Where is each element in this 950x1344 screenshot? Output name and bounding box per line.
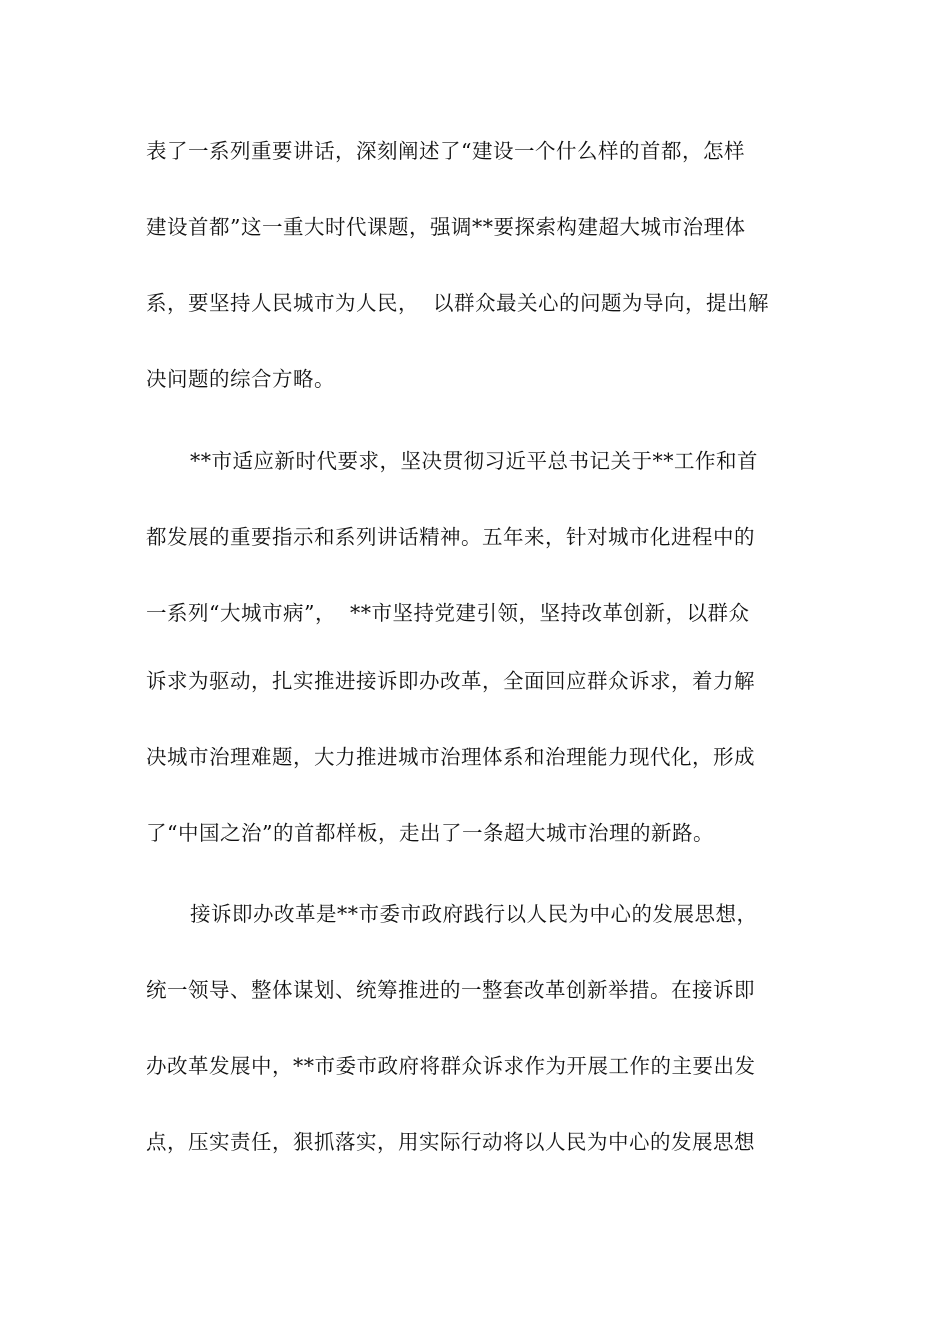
text-line: 一系列“大城市病”， **市坚持党建引领，坚持改革创新，以群众 — [146, 601, 750, 625]
text-line: 统一领导、整体谋划、统筹推进的一整套改革创新举措。在接诉即 — [146, 978, 755, 1002]
paragraph-first-line: **市适应新时代要求，坚决贯彻习近平总书记关于**工作和首 — [190, 449, 758, 473]
text-line: 系，要坚持人民城市为人民， 以群众最关心的问题为导向，提出解 — [146, 291, 770, 315]
text-line: 决城市治理难题，大力推进城市治理体系和治理能力现代化，形成 — [146, 745, 755, 769]
text-line: 了“中国之治”的首都样板，走出了一条超大城市治理的新路。 — [146, 821, 714, 845]
text-line: 诉求为驱动，扎实推进接诉即办改革，全面回应群众诉求，着力解 — [146, 669, 755, 693]
text-line: 都发展的重要指示和系列讲话精神。五年来，针对城市化进程中的 — [146, 525, 755, 549]
text-line: 建设首都”这一重大时代课题，强调**要探索构建超大城市治理体 — [146, 215, 746, 239]
text-line: 办改革发展中，**市委市政府将群众诉求作为开展工作的主要出发 — [146, 1054, 756, 1078]
paragraph-first-line: 接诉即办改革是**市委市政府践行以人民为中心的发展思想， — [190, 902, 758, 926]
text-line: 表了一系列重要讲话，深刻阐述了“建设一个什么样的首都，怎样 — [146, 139, 745, 163]
text-line: 点，压实责任，狠抓落实，用实际行动将以人民为中心的发展思想 — [146, 1130, 755, 1154]
text-line: 决问题的综合方略。 — [146, 367, 335, 391]
